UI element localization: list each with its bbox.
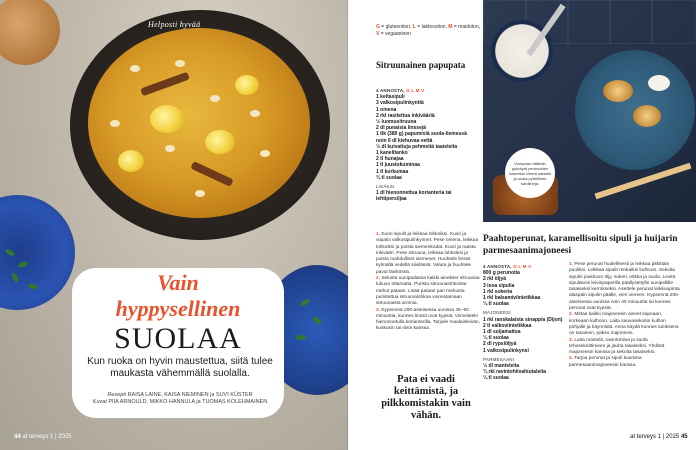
mayo-label: MAJONEESI	[483, 310, 511, 316]
step-text: Tarjoa perunat ja sipuli kuumina parmesaanimajoneesin kanssa.	[569, 356, 642, 368]
ingredient: 1 valkosipulinkynsi	[483, 347, 529, 354]
step-number: 4.	[569, 356, 574, 362]
bean	[110, 120, 120, 127]
ingredient: ¾ tl suolaa	[376, 174, 402, 181]
ingredient: 2 rkl rasitettua inkivääriä	[376, 112, 435, 119]
page-gutter	[347, 0, 349, 450]
ingredient: ½ dl manteleita	[483, 363, 520, 370]
ingredient: noin 6 dl kiehuvaa vettä	[376, 137, 433, 144]
serves-codes: G L M V	[513, 264, 532, 269]
legend-text: = gluteeniton,	[381, 24, 412, 30]
magazine-issue: at terveys 1 | 2025	[630, 434, 680, 440]
ingredient: 1 rkl sokeria	[483, 288, 513, 295]
ingredient: 3 valkosipulinkynttä	[376, 100, 424, 107]
ingredient: 1 omena	[376, 106, 397, 113]
ingredient: 3 isoa sipulia	[483, 282, 515, 289]
legend-text: = vegaaninen	[380, 30, 411, 37]
magazine-issue: at terveys 1 | 2025	[22, 434, 72, 440]
diet-legend	[376, 24, 484, 37]
page-number: 44	[14, 434, 21, 440]
legend-text: = laktoositon,	[417, 24, 447, 30]
photo-caption: Vompaan välkkän pyöräytä perunoiden kaveriksi vihreä salaatti ja uusia pyrkillinen sardiineja.	[505, 148, 555, 198]
serves-label	[376, 88, 424, 93]
ingredient: 1 tlk (380 g) papumixiä suola-liemessä	[376, 131, 467, 138]
step-number: 1.	[376, 232, 381, 237]
page-folio-right	[630, 434, 688, 440]
mayo-dollop	[648, 75, 670, 91]
recipe2-title: Paahtoperunat, karamellisoitu sipuli ja huijarin parmesaanimajoneesi	[483, 234, 678, 256]
credits-role: Kuvat	[92, 399, 107, 405]
ingredient: 1 tl kurkumaa	[376, 168, 409, 175]
step-number: 1.	[569, 262, 574, 267]
headline-line1: Vain	[157, 270, 199, 295]
legend-code: L	[412, 24, 416, 30]
bean	[210, 95, 220, 102]
credits-names: RAISA LAINE, KAISA NIEMINEN ja SUVI KÜSTER	[127, 392, 253, 398]
ingredient: 2 tl valkoviinietikkaa	[483, 322, 532, 329]
bean	[130, 65, 140, 72]
credits-role: Resepti	[107, 392, 127, 398]
recipe1-title: Sitruunainen papupata	[376, 60, 466, 70]
ingredient: 1 dl soijamaitoa	[483, 329, 521, 336]
step-number: 3.	[376, 307, 381, 313]
roast-potato	[633, 105, 661, 127]
serves-codes: G L M V	[406, 88, 425, 93]
lemon-wedge	[118, 150, 144, 172]
pull-quote: Pata ei vaadi keittämistä, ja pilkkomistakin vain vähän.	[381, 374, 471, 421]
ingredient: 800 g perunoita	[483, 270, 520, 277]
ingredient: ½ luomusitruuna	[376, 119, 417, 126]
step-text: Laita mantelit, ravintohiiva ja suola tehosekoittimeen ja jauha tasaiseksi. Yhdistä majoneesin kanssa ja sekoita tasaiseksi.	[569, 337, 665, 356]
bean	[175, 60, 185, 67]
serves-label	[483, 264, 531, 269]
step-number: 2.	[569, 312, 574, 318]
ingredient: ¼ tl suolaa	[483, 301, 509, 308]
step-text: Mittaa kaikki majoneesin aineet kapeaan, korkeaan kulhoon. Laita sauvasekoitin kulhon pohjalle ja käynnistä. Anna käydä kunnes tuloksena on tasainen, paksu majoneesi.	[569, 312, 679, 337]
bean	[165, 145, 175, 152]
recipe2-ingredients	[483, 264, 565, 382]
serves-text: 4 ANNOSTA,	[376, 88, 405, 93]
step-number: 2.	[376, 276, 381, 282]
step-text: Sekoita uunipadassa kaikki ainekset sitruunaa lukuun ottamatta. Purista sitruunalohkoista mehut pataan. Lisää pataan pari mehusta puristettua sitruunalohkoa voimistamaan sitruunaista aromia.	[376, 276, 480, 307]
parm-label: PARMESAANI	[483, 356, 515, 362]
headline-line3: SUOLAA	[114, 322, 242, 355]
legend-text: = maidoton,	[453, 24, 481, 30]
recipe2-method	[569, 262, 681, 369]
step-text: Kypsennä 200-asteisessa uunissa 45–60 minuuttia, kunnes linssit ovat kypsiä. Viimeistele hienonnetulla korianterilla. Tarjoile maalaisleivän, kuskusin tai riisin kanssa.	[376, 307, 480, 332]
ingredient: 2 dl punaisia linssejä	[376, 125, 427, 132]
ingredient: ¼ tl suolaa	[483, 335, 509, 342]
ingredient: ½ dl kuivattuja pehmeitä taateleita	[376, 143, 458, 150]
bean	[260, 150, 270, 157]
ingredient: ¾ rkl ravintohiivahiutaleita	[483, 369, 547, 376]
section-kicker: Helposti hyvää	[148, 20, 201, 29]
legend-code: M	[448, 24, 453, 30]
lead-paragraph: Kun ruoka on hyvin maustettua, siitä tulee maukasta vähemmällä suolalla.	[87, 356, 273, 379]
ingredient: 2 dl rypsiöljyä	[483, 341, 517, 348]
page-number: 45	[680, 434, 688, 440]
ingredient: 1 keltasipuli	[376, 94, 405, 101]
ingredient: 1 rkl ranskalaista sinappia (Dijon)	[483, 316, 563, 323]
step-number: 3.	[569, 337, 574, 343]
recipe1-method	[376, 232, 481, 333]
recipe1-ingredients	[376, 88, 481, 203]
ingredient: 1 rkl balsamiviinietikkaa	[483, 295, 541, 302]
ingredient: 1 tl juustokuminaa	[376, 162, 420, 169]
credits-names: PIIA ARNOULD, MIKKO HANNULA ja TUOMAS KOLEHMAINEN	[108, 399, 268, 405]
lemon-wedge	[150, 105, 184, 133]
page-folio-left	[14, 434, 72, 440]
serves-text: 4 ANNOSTA,	[483, 264, 512, 269]
credits	[80, 392, 280, 406]
step-text: Pese perunat huolellisesti ja leikkaa pitkittäin puoliksi. Lelkkaa sipulit renkaiksi kulhoon. Sekoita sipulin joukkoon öljy, sokeri, etikka ja suola. Levitä sipuliseos leivinpaperilla päällystetylle uunipellille tasaiseksi kerrokseksi. Asettele perunat leikkuupinta alaspäin sipulin päälle, vieri viereen. Kypsennä 200-asteisessa uunissa noin 40 minuuttia tai kunnes perunat ovat kypsiä.	[569, 262, 680, 312]
legend-code: V	[376, 30, 380, 37]
lemon-wedge	[205, 130, 235, 154]
herb-leaf	[296, 335, 306, 340]
ingredient: 1 kanelitanko	[376, 150, 408, 157]
ingredient: ¼ tl suolaa	[483, 375, 509, 382]
ingredient: 2 rkl öljyä	[483, 276, 507, 283]
roast-potato	[603, 80, 633, 102]
lemon-wedge	[235, 75, 259, 95]
bean	[250, 110, 260, 117]
ingredient: 1 dl hienonnettua korianteria tai lehtipersiljaa	[376, 190, 452, 203]
bean	[195, 190, 205, 197]
bread-slice	[0, 0, 60, 65]
legend-code: G	[376, 24, 380, 30]
extra-label: LISÄKSI	[376, 184, 395, 190]
step-text: Kuori sipulit ja leikkaa lohkoiksi. Kuori ja viipaloi valkosipulinkynnet. Pese omena, leikkaa lohkoiksi ja poista siemenkodat. Kuori ja raasta inkivääri. Pese sitruuna, leikkaa lohkoiksi ja poista mahdolliset siemenet. Huuhtele linssit kylmällä vedellä siivilässä. Valuta ja huuhtele pavut lävikössä.	[376, 232, 479, 275]
ingredient: 2 tl hunajaa	[376, 156, 404, 163]
headline-line2: hyppysellinen	[115, 296, 241, 321]
